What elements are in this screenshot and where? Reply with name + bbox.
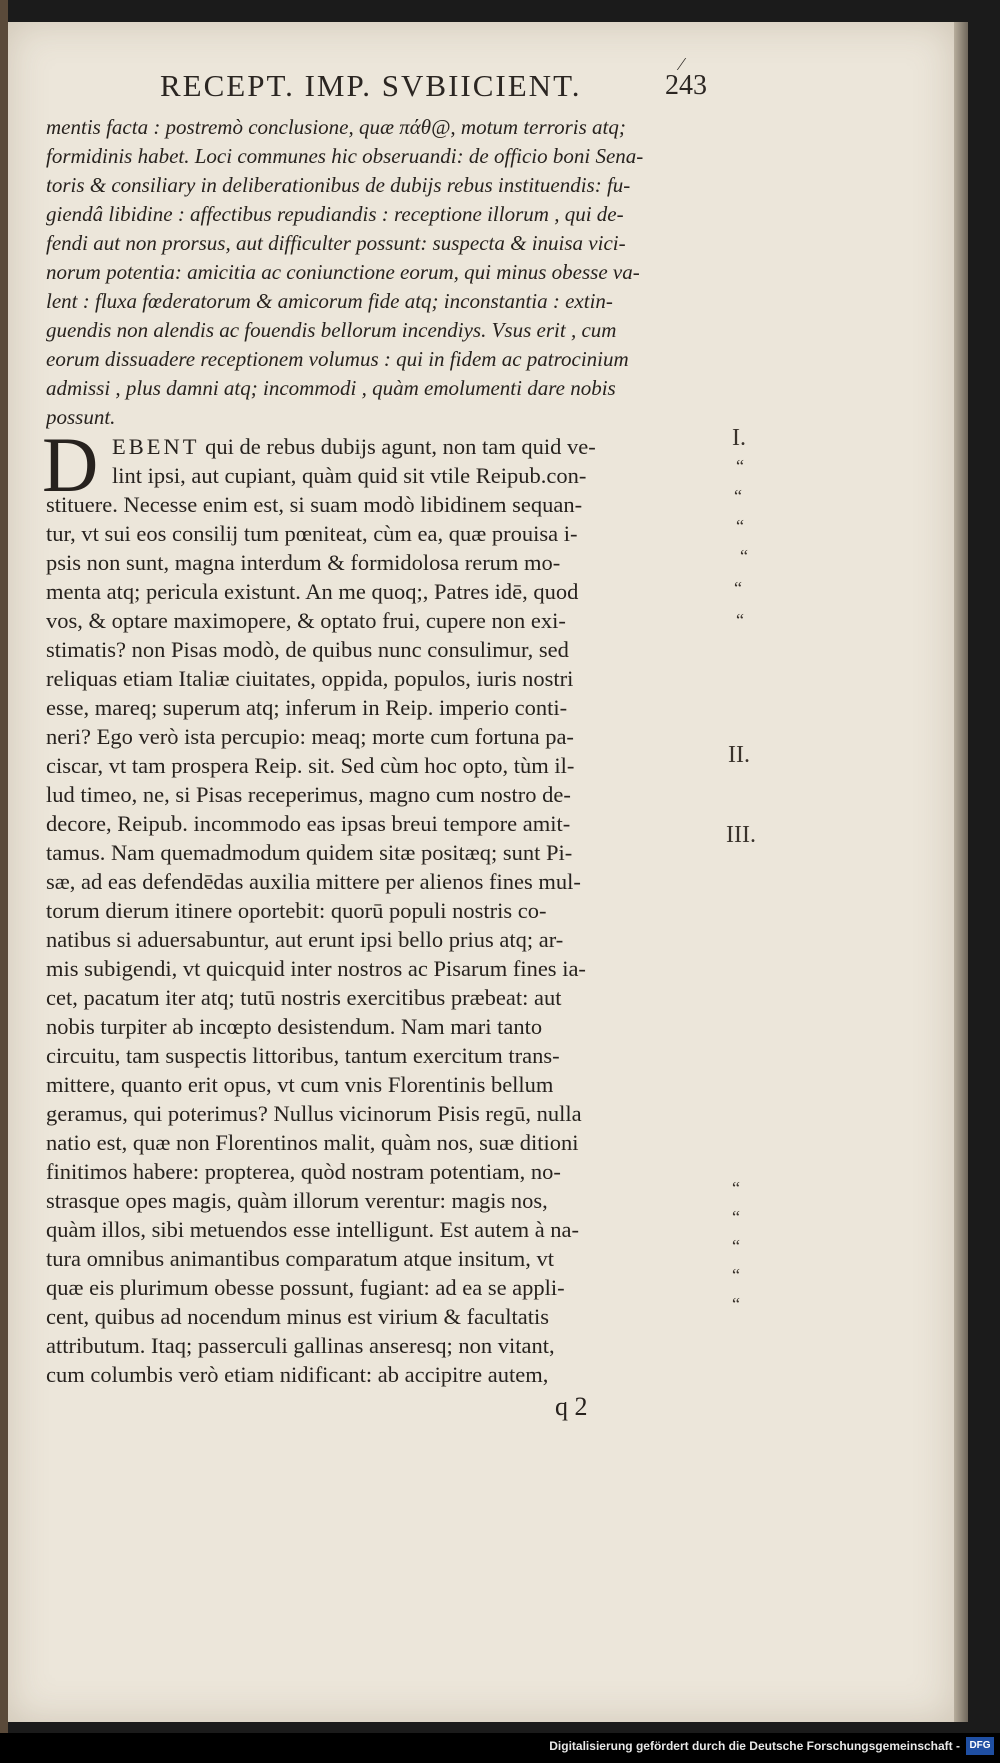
margin-number-1: I.	[732, 425, 746, 451]
roman-line: mittere, quanto erit opus, vt cum vnis Florentinis bellum	[46, 1072, 554, 1097]
roman-line: cum columbis verò etiam nidificant: ab accipitre autem,	[46, 1362, 549, 1387]
roman-line: stimatis? non Pisas modò, de quibus nunc consulimur, sed	[46, 637, 569, 662]
italic-line: lent : fluxa fœderatorum & amicorum fide atq; inconstantia : extin-	[46, 289, 613, 313]
roman-line: neri? Ego verò ista percupio: meaq; morte cum fortuna pa-	[46, 724, 574, 749]
roman-line: natio est, quæ non Florentinos malit, quàm nos, suæ ditioni	[46, 1130, 579, 1155]
roman-line: decore, Reipub. incommodo eas ipsas breui tempore amit-	[46, 811, 571, 836]
roman-line: nobis turpiter ab incœpto desistendum. Nam mari tanto	[46, 1014, 543, 1039]
roman-line: circuitu, tam suspectis littoribus, tantum exercitum trans-	[46, 1043, 560, 1068]
roman-line: lint ipsi, aut cupiant, quàm quid sit vtile Reipub.con-	[112, 463, 587, 488]
roman-line: vos, & optare maximopere, & optato frui, cupere non exi-	[46, 608, 566, 633]
text-block	[42, 113, 728, 1389]
first-line	[46, 432, 728, 461]
italic-line: admissi , plus damni atq; incommodi , quàm emolumenti dare nobis	[46, 376, 616, 400]
margin-quote-mark: “	[736, 456, 744, 476]
page-number: 243	[665, 70, 707, 101]
roman-line: torum dierum itinere oportebit: quorū populi nostris co-	[46, 898, 547, 923]
margin-quote-mark: “	[732, 1207, 740, 1227]
footer-bar	[0, 1733, 1000, 1763]
margin-quote-mark: “	[732, 1294, 740, 1314]
roman-line: ciscar, vt tam prospera Reip. sit. Sed cùm hoc opto, tùm il-	[46, 753, 575, 778]
margin-quote-mark: “	[732, 1236, 740, 1256]
argument-italic	[46, 113, 728, 432]
first-line-text: qui de rebus dubijs agunt, non tam quid ve-	[199, 434, 596, 459]
oration-text	[42, 421, 728, 1389]
scan-border-left	[0, 0, 8, 1763]
roman-line: quæ eis plurimum obesse possunt, fugiant: ad ea se appli-	[46, 1275, 565, 1300]
roman-line: geramus, qui poterimus? Nullus vicinorum Pisis regū, nulla	[46, 1101, 582, 1126]
margin-quote-mark: “	[732, 1265, 740, 1285]
roman-line: mis subigendi, vt quicquid inter nostros ac Pisarum fines ia-	[46, 956, 586, 981]
margin-number-3: III.	[726, 822, 756, 848]
drop-cap: D	[42, 421, 99, 508]
italic-line: eorum dissuadere receptionem volumus : qui in fidem ac patrocinium	[46, 347, 629, 371]
roman-line: cent, quibus ad nocendum minus est virium & facultatis	[46, 1304, 550, 1329]
margin-quote-mark: “	[740, 546, 748, 566]
folio-mark: ⁄	[680, 54, 684, 74]
roman-line: tamus. Nam quemadmodum quidem sitæ positæq; sunt Pi-	[46, 840, 573, 865]
margin-quote-mark: “	[736, 610, 744, 630]
italic-line: norum potentia: amicitia ac coniunctione eorum, qui minus obesse va-	[46, 260, 640, 284]
italic-line: mentis facta : postremò conclusione, quæ πάθ@, motum terroris atq;	[46, 115, 626, 139]
margin-quote-mark: “	[734, 578, 742, 598]
italic-line: possunt.	[46, 405, 116, 429]
margin-quote-mark: “	[734, 486, 742, 506]
roman-line: finitimos habere: propterea, quòd nostram potentiam, no-	[46, 1159, 561, 1184]
italic-line: guendis non alendis ac fouendis bellorum incendiys. Vsus erit , cum	[46, 318, 617, 342]
roman-line: cet, pacatum iter atq; tutū nostris exercitibus præbeat: aut	[46, 985, 562, 1010]
first-word-smallcaps: EBENT	[112, 434, 200, 459]
italic-line: formidinis habet. Loci communes hic obseruandi: de officio boni Sena-	[46, 144, 644, 168]
roman-line: psis non sunt, magna interdum & formidolosa rerum mo-	[46, 550, 561, 575]
roman-line: strasque opes magis, quàm illorum verentur: magis nos,	[46, 1188, 548, 1213]
roman-line: attributum. Itaq; passerculi gallinas anseresq; non vitant,	[46, 1333, 555, 1358]
roman-line: tur, vt sui eos consilij tum pœniteat, cùm ea, quæ prouisa i-	[46, 521, 578, 546]
roman-line: stituere. Necesse enim est, si suam modò libidinem sequan-	[46, 492, 583, 517]
dfg-logo: DFG	[966, 1737, 994, 1755]
roman-line: lud timeo, ne, si Pisas receperimus, magno cum nostro de-	[46, 782, 571, 807]
italic-line: fendi aut non prorsus, aut difficulter possunt: suspecta & inuisa vici-	[46, 231, 626, 255]
italic-line: giendâ libidine : affectibus repudiandis : receptione illorum , qui de-	[46, 202, 624, 226]
funding-note: Digitalisierung gefördert durch die Deutsche Forschungsgemeinschaft -	[549, 1739, 960, 1753]
roman-line: tura omnibus animantibus comparatum atque insitum, vt	[46, 1246, 555, 1271]
roman-line: menta atq; pericula existunt. An me quoq;, Patres idē, quod	[46, 579, 579, 604]
roman-line: esse, mareq; superum atq; inferum in Reip. imperio conti-	[46, 695, 568, 720]
margin-notes	[728, 420, 788, 1420]
margin-quote-mark: “	[732, 1178, 740, 1198]
roman-line: sæ, ad eas defendēdas auxilia mittere per alienos fines mul-	[46, 869, 581, 894]
page-edge-shadow	[954, 22, 968, 1722]
page-header	[40, 56, 740, 106]
roman-line: reliquas etiam Italiæ ciuitates, oppida, populos, iuris nostri	[46, 666, 574, 691]
margin-quote-mark: “	[736, 516, 744, 536]
roman-line: natibus si aduersabuntur, aut erunt ipsi bello prius atq; ar-	[46, 927, 564, 952]
margin-number-2: II.	[728, 742, 750, 768]
running-head: RECEPT. IMP. SVBIICIENT.	[160, 68, 582, 103]
signature-mark: q 2	[555, 1392, 588, 1421]
italic-line: toris & consiliary in deliberationibus de dubijs rebus instituendis: fu-	[46, 173, 631, 197]
roman-line: quàm illos, sibi metuendos esse intelligunt. Est autem à na-	[46, 1217, 580, 1242]
